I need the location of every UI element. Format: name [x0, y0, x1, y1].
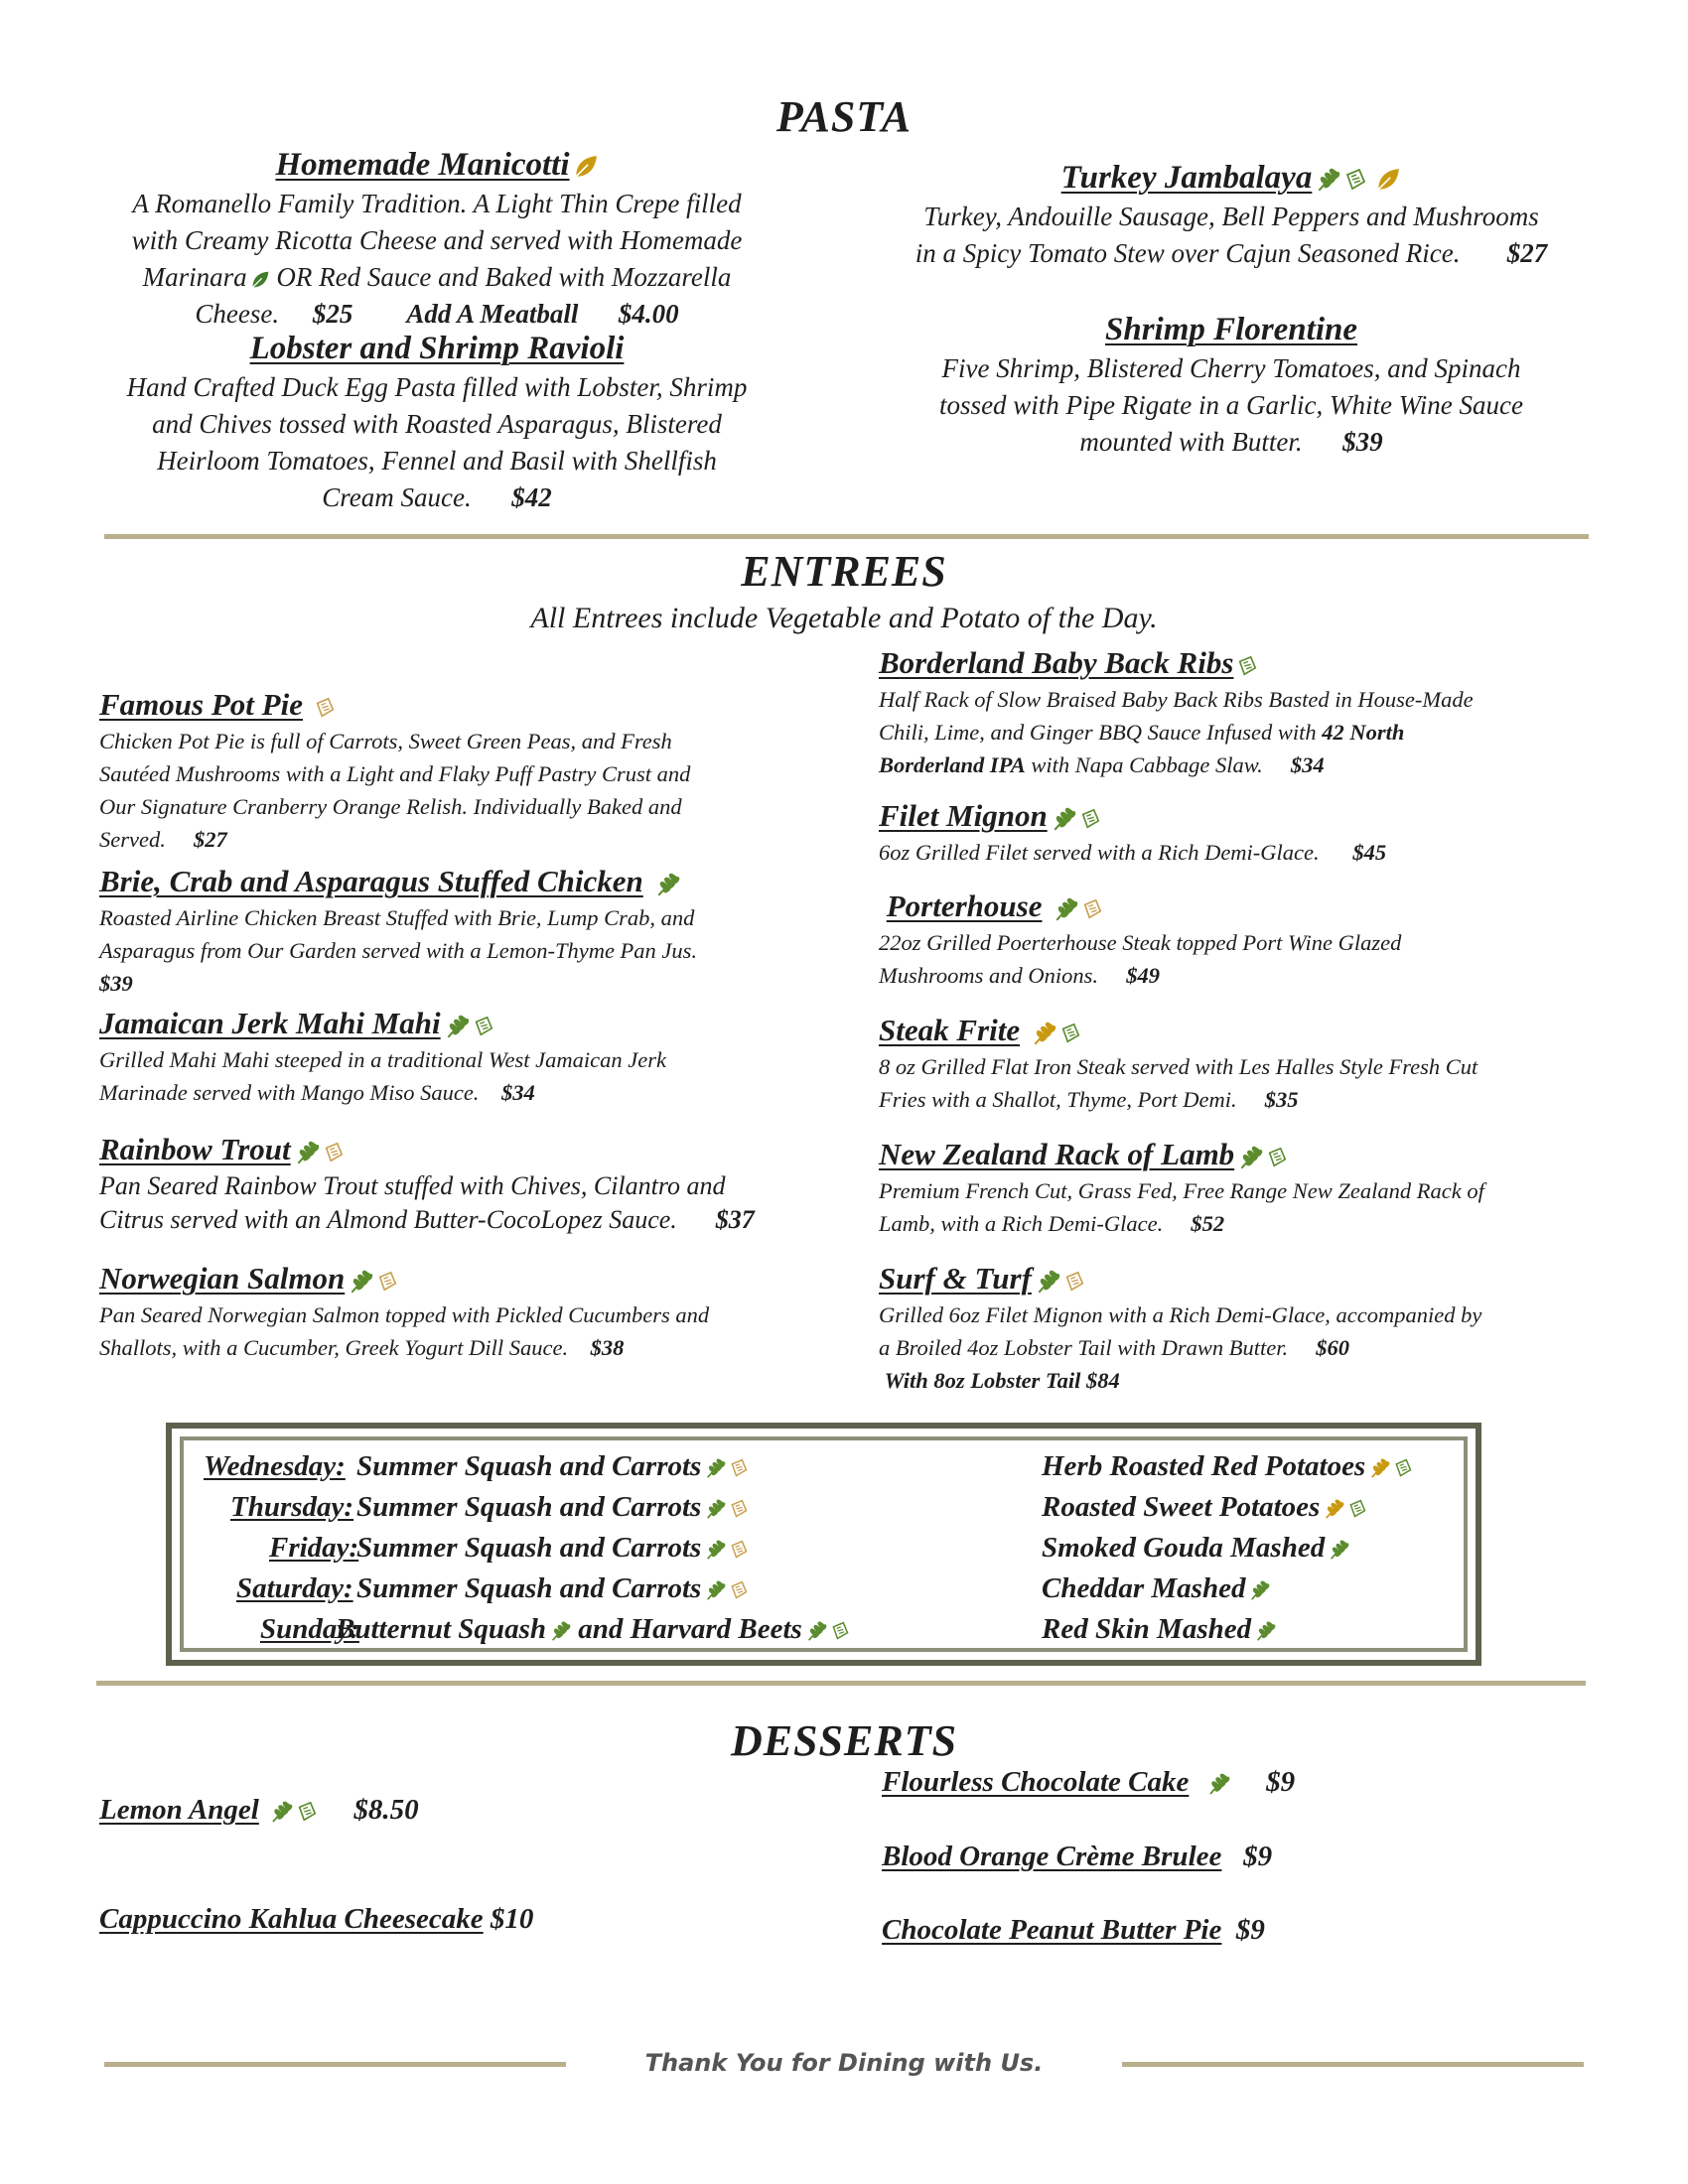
mahi-price: $34: [500, 1080, 535, 1105]
wheat-icon: [1031, 1021, 1056, 1046]
divider-rule: [96, 1681, 1586, 1686]
ravioli-line-3: Heirloom Tomatoes, Fennel and Basil with Shellfish: [157, 446, 717, 476]
florentine-line-3: mounted with Butter.: [1079, 427, 1303, 457]
flourless-cake-price: $9: [1266, 1766, 1296, 1798]
wheat-icon: [1206, 1772, 1230, 1796]
wheat-icon: [1237, 1145, 1263, 1170]
trout-price: $37: [715, 1205, 755, 1234]
schedule-day: Sunday:: [260, 1613, 359, 1645]
pot-pie-line-4: Served.: [99, 827, 166, 852]
ribs-beer: Borderland IPA: [879, 752, 1026, 777]
gluten-free-icon: [830, 1621, 850, 1641]
florentine-line-2: tossed with Pipe Rigate in a Garlic, White Wine Sauce: [939, 390, 1523, 420]
jambalaya-line-2: in a Spicy Tomato Stew over Cajun Seasoned Rice.: [914, 238, 1461, 268]
gluten-free-icon: [1393, 1458, 1413, 1478]
surf-turf-price: $60: [1316, 1335, 1350, 1360]
lemon-angel-price: $8.50: [353, 1794, 419, 1826]
wheat-icon: [269, 1800, 293, 1824]
gluten-free-icon: [1079, 808, 1101, 830]
gluten-free-icon: [729, 1580, 749, 1600]
schedule-vegetable-2: and Harvard Beets: [570, 1613, 802, 1645]
schedule-vegetable: Summer Squash and Carrots: [356, 1532, 702, 1564]
schedule-day: Wednesday:: [204, 1450, 346, 1482]
wheat-icon: [1328, 1539, 1349, 1561]
wheat-icon: [805, 1620, 827, 1642]
jambalaya-line-1: Turkey, Andouille Sausage, Bell Peppers and Mushrooms: [923, 202, 1539, 231]
lamb-price: $52: [1191, 1211, 1225, 1236]
pb-pie-price: $9: [1235, 1914, 1265, 1946]
manicotti-price: $25: [312, 299, 353, 329]
wheat-icon: [704, 1498, 726, 1520]
manicotti-line-2: with Creamy Ricotta Cheese and served with Homemade: [131, 225, 743, 255]
footer-rule-right: [1122, 2062, 1584, 2067]
mahi-line-2: Marinade served with Mango Miso Sauce.: [99, 1080, 480, 1105]
salmon-title: Norwegian Salmon: [99, 1261, 346, 1296]
gluten-free-icon: [1343, 168, 1367, 192]
florentine-price: $39: [1342, 427, 1383, 457]
gluten-free-icon: [296, 1801, 318, 1823]
manicotti-title: Homemade Manicotti: [275, 147, 570, 183]
ribs-title: Borderland Baby Back Ribs: [879, 645, 1234, 680]
pot-pie-line-2: Sautéed Mushrooms with a Light and Flaky Puff Pastry Crust and: [99, 761, 691, 786]
ravioli-price: $42: [511, 482, 552, 512]
ravioli-line-4: Cream Sauce.: [322, 482, 472, 512]
steak-frite-line-1: 8 oz Grilled Flat Iron Steak served with Les Halles Style Fresh Cut: [879, 1054, 1478, 1079]
lemon-angel-title: Lemon Angel: [99, 1794, 259, 1826]
ribs-brewery: 42 North: [1322, 720, 1405, 745]
gluten-free-icon: [376, 1271, 398, 1293]
meatball-addon-label: Add A Meatball: [406, 299, 579, 329]
salmon-line-1: Pan Seared Norwegian Salmon topped with Pickled Cucumbers and: [99, 1302, 710, 1327]
cheesecake-title: Cappuccino Kahlua Cheesecake: [99, 1903, 484, 1935]
wheat-icon: [348, 1269, 373, 1295]
filet-line-1: 6oz Grilled Filet served with a Rich Demi-Glace.: [879, 840, 1320, 865]
ravioli-title: Lobster and Shrimp Ravioli: [249, 331, 625, 366]
footer-rule-left: [104, 2062, 566, 2067]
trout-title: Rainbow Trout: [99, 1132, 291, 1166]
porterhouse-title: Porterhouse: [886, 888, 1043, 923]
manicotti-line-3a: Marinara: [142, 262, 247, 292]
schedule-vegetable: Summer Squash and Carrots: [356, 1450, 702, 1482]
divider-rule: [104, 534, 1589, 539]
gluten-free-icon: [1059, 1023, 1081, 1044]
wheat-icon: [1035, 1269, 1060, 1295]
ribs-line-2: Chili, Lime, and Ginger BBQ Sauce Infused with: [879, 720, 1317, 745]
pot-pie-line-3: Our Signature Cranberry Orange Relish. Individually Baked and: [99, 794, 682, 819]
steak-frite-title: Steak Frite: [879, 1013, 1021, 1047]
schedule-potato: Smoked Gouda Mashed: [1042, 1532, 1326, 1564]
wheat-icon: [294, 1140, 320, 1165]
entrees-subheading: All Entrees include Vegetable and Potato of the Day.: [530, 602, 1158, 634]
daily-sides-box: [166, 1423, 1481, 1666]
schedule-vegetable: Summer Squash and Carrots: [356, 1572, 702, 1604]
pb-pie-title: Chocolate Peanut Butter Pie: [882, 1914, 1222, 1946]
leaf-icon: [573, 154, 599, 180]
schedule-potato: Red Skin Mashed: [1042, 1613, 1252, 1645]
lamb-line-2: Lamb, with a Rich Demi-Glace.: [879, 1211, 1164, 1236]
filet-title: Filet Mignon: [879, 798, 1048, 833]
wheat-icon: [704, 1579, 726, 1601]
flourless-cake-title: Flourless Chocolate Cake: [882, 1766, 1190, 1798]
gluten-free-icon: [1236, 655, 1258, 677]
wheat-icon: [1368, 1457, 1390, 1479]
schedule-day: Saturday:: [236, 1572, 353, 1604]
schedule-potato: Herb Roasted Red Potatoes: [1042, 1450, 1366, 1482]
ribs-line-3: with Napa Cabbage Slaw.: [1025, 752, 1263, 777]
schedule-day: Friday:: [269, 1532, 359, 1564]
manicotti-line-1: A Romanello Family Tradition. A Light Thin Crepe filled: [132, 189, 742, 218]
ribs-price: $34: [1290, 752, 1325, 777]
ravioli-line-2: and Chives tossed with Roasted Asparagus, Blistered: [152, 409, 722, 439]
jambalaya-price: $27: [1506, 238, 1548, 268]
lamb-line-1: Premium French Cut, Grass Fed, Free Range New Zealand Rack of: [879, 1178, 1484, 1203]
pasta-heading: PASTA: [775, 92, 913, 141]
desserts-heading: DESSERTS: [730, 1716, 958, 1765]
salmon-price: $38: [590, 1335, 625, 1360]
florentine-line-1: Five Shrimp, Blistered Cherry Tomatoes, and Spinach: [941, 353, 1521, 383]
gluten-free-icon: [729, 1540, 749, 1560]
gluten-free-icon: [729, 1458, 749, 1478]
trout-line-1: Pan Seared Rainbow Trout stuffed with Chives, Cilantro and: [99, 1171, 726, 1200]
surf-turf-line-2: a Broiled 4oz Lobster Tail with Drawn Butter.: [879, 1335, 1289, 1360]
florentine-title: Shrimp Florentine: [1105, 312, 1357, 347]
brulee-title: Blood Orange Crème Brulee: [882, 1841, 1222, 1872]
manicotti-line-4: Cheese.: [195, 299, 280, 329]
wheat-icon: [444, 1014, 470, 1039]
footer-thank-you: Thank You for Dining with Us.: [644, 2049, 1044, 2077]
gluten-free-icon: [729, 1499, 749, 1519]
manicotti-line-3b: OR Red Sauce and Baked with Mozzarella: [269, 262, 732, 292]
schedule-vegetable: Summer Squash and Carrots: [356, 1491, 702, 1523]
jambalaya-title: Turkey Jambalaya: [1060, 160, 1313, 196]
wheat-icon: [704, 1457, 726, 1479]
porterhouse-line-2: Mushrooms and Onions.: [879, 963, 1099, 988]
surf-turf-line-1: Grilled 6oz Filet Mignon with a Rich Demi-Glace, accompanied by: [879, 1302, 1482, 1327]
gluten-free-icon: [1063, 1271, 1085, 1293]
pot-pie-price: $27: [193, 827, 227, 852]
schedule-day: Thursday:: [230, 1491, 354, 1523]
leaf-icon: [1375, 167, 1401, 193]
porterhouse-price: $49: [1126, 963, 1160, 988]
brie-chicken-line-2: Asparagus from Our Garden served with a Lemon-Thyme Pan Jus.: [99, 938, 698, 963]
surf-turf-title: Surf & Turf: [879, 1261, 1032, 1296]
steak-frite-price: $35: [1264, 1087, 1299, 1112]
wheat-icon: [1051, 806, 1076, 832]
wheat-icon: [1254, 1620, 1276, 1642]
meatball-addon-price: $4.00: [618, 299, 679, 329]
gluten-free-icon: [1347, 1499, 1367, 1519]
filet-price: $45: [1352, 840, 1387, 865]
wheat-icon: [1053, 896, 1078, 922]
pot-pie-title: Famous Pot Pie: [99, 687, 303, 722]
brie-chicken-line-1: Roasted Airline Chicken Breast Stuffed with Brie, Lump Crab, and: [99, 905, 695, 930]
porterhouse-line-1: 22oz Grilled Poerterhouse Steak topped Port Wine Glazed: [879, 930, 1402, 955]
trout-line-2: Citrus served with an Almond Butter-CocoLopez Sauce.: [99, 1205, 677, 1234]
wheat-icon: [1323, 1498, 1344, 1520]
lamb-title: New Zealand Rack of Lamb: [879, 1137, 1235, 1171]
schedule-vegetable: Butternut Squash: [336, 1613, 546, 1645]
brie-chicken-price: $39: [99, 971, 133, 996]
salmon-line-2: Shallots, with a Cucumber, Greek Yogurt Dill Sauce.: [99, 1335, 569, 1360]
wheat-icon: [1248, 1579, 1270, 1601]
steak-frite-line-2: Fries with a Shallot, Thyme, Port Demi.: [879, 1087, 1237, 1112]
brulee-price: $9: [1243, 1841, 1273, 1872]
gluten-free-icon: [1081, 898, 1103, 920]
gluten-free-icon: [323, 1142, 345, 1163]
brie-chicken-title: Brie, Crab and Asparagus Stuffed Chicken: [99, 864, 643, 898]
ribs-line-1: Half Rack of Slow Braised Baby Back Ribs Basted in House-Made: [879, 687, 1474, 712]
schedule-potato: Roasted Sweet Potatoes: [1042, 1491, 1321, 1523]
pot-pie-line-1: Chicken Pot Pie is full of Carrots, Sweet Green Peas, and Fresh: [99, 729, 672, 753]
gluten-free-icon: [473, 1016, 494, 1037]
wheat-icon: [1315, 167, 1340, 193]
surf-turf-lobster-upgrade: With 8oz Lobster Tail $84: [884, 1368, 1120, 1393]
wheat-icon: [654, 872, 680, 897]
schedule-potato: Cheddar Mashed: [1042, 1572, 1246, 1604]
wheat-icon: [549, 1620, 571, 1642]
wheat-icon: [704, 1539, 726, 1561]
cheesecake-price: $10: [490, 1903, 534, 1935]
ravioli-line-1: Hand Crafted Duck Egg Pasta filled with Lobster, Shrimp: [126, 372, 748, 402]
leaf-icon: [250, 270, 270, 290]
mahi-title: Jamaican Jerk Mahi Mahi: [99, 1006, 441, 1040]
entrees-heading: ENTREES: [741, 547, 947, 596]
mahi-line-1: Grilled Mahi Mahi steeped in a traditional West Jamaican Jerk: [99, 1047, 666, 1072]
gluten-free-icon: [1266, 1147, 1288, 1168]
gluten-free-icon: [314, 697, 336, 719]
